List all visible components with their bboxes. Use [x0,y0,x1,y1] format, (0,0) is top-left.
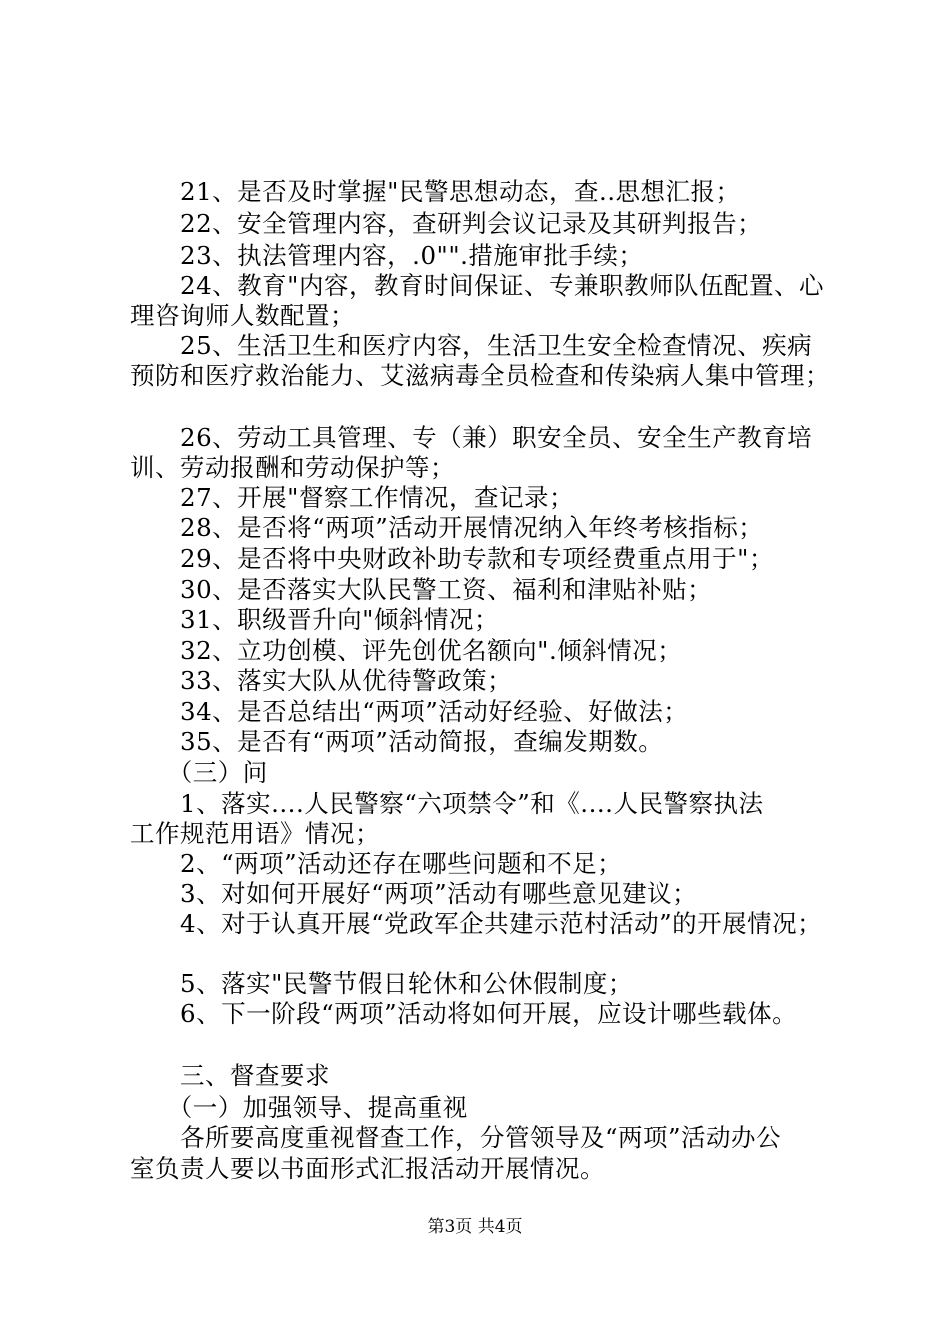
text-line: 22、安全管理内容，查研判会议记录及其研判报告； [130,209,763,238]
text-line: 训、劳动报酬和劳动保护等； [130,453,455,482]
section-heading: （三）问 [130,758,268,787]
text-line: 各所要高度重视督查工作，分管领导及“两项”活动办公 [130,1123,782,1152]
text-line: 28、是否将“两项”活动开展情况纳入年终考核指标； [130,513,764,542]
text-line: 24、教育"内容，教育时间保证、专兼职教师队伍配置、心 [130,271,824,300]
text-line: 23、执法管理内容，.0"".措施审批手续； [130,241,644,270]
text-line: 35、是否有“两项”活动简报，查编发期数。 [130,727,664,756]
text-line: 室负责人要以书面形式汇报活动开展情况。 [130,1154,605,1183]
text-line: 32、立功创模、评先创优名额向".倾斜情况； [130,636,683,665]
text-line: 25、生活卫生和医疗内容，生活卫生安全检查情况、疾病 [130,331,813,360]
section-heading: 三、督查要求 [130,1061,330,1090]
text-line: 27、开展"督察工作情况，查记录； [130,483,574,512]
text-line: 26、劳动工具管理、专（兼）职安全员、安全生产教育培 [130,423,813,452]
text-line: 29、是否将中央财政补助专款和专项经费重点用于"； [130,544,774,573]
text-line: 21、是否及时掌握"民警思想动态，查..思想汇报； [130,177,741,206]
subsection-heading: （一）加强领导、提高重视 [130,1093,468,1122]
text-line: 30、是否落实大队民警工资、福利和津贴补贴； [130,575,713,604]
text-line: 工作规范用语》情况； [130,819,380,848]
text-line: 5、落实"民警节假日轮休和公休假制度； [130,969,633,998]
text-line: 31、职级晋升向"倾斜情况； [130,605,499,634]
text-line: 33、落实大队从优待警政策； [130,666,513,695]
text-line: 2、“两项”活动还存在哪些问题和不足； [130,849,623,878]
page-number: 第3页 共4页 [427,1217,523,1237]
text-line: 3、对如何开展好“两项”活动有哪些意见建议； [130,879,698,908]
text-line: 34、是否总结出“两项”活动好经验、好做法； [130,697,689,726]
text-line: 理咨询师人数配置； [130,301,355,330]
text-line: 预防和医疗救治能力、艾滋病毒全员检查和传染病人集中管理； [130,361,830,390]
text-line: 1、落实....人民警察“六项禁令”和《....人民警察执法 [130,789,764,818]
text-line: 6、下一阶段“两项”活动将如何开展，应设计哪些载体。 [130,999,798,1028]
text-line: 4、对于认真开展“党政军企共建示范村活动”的开展情况； [130,909,823,938]
